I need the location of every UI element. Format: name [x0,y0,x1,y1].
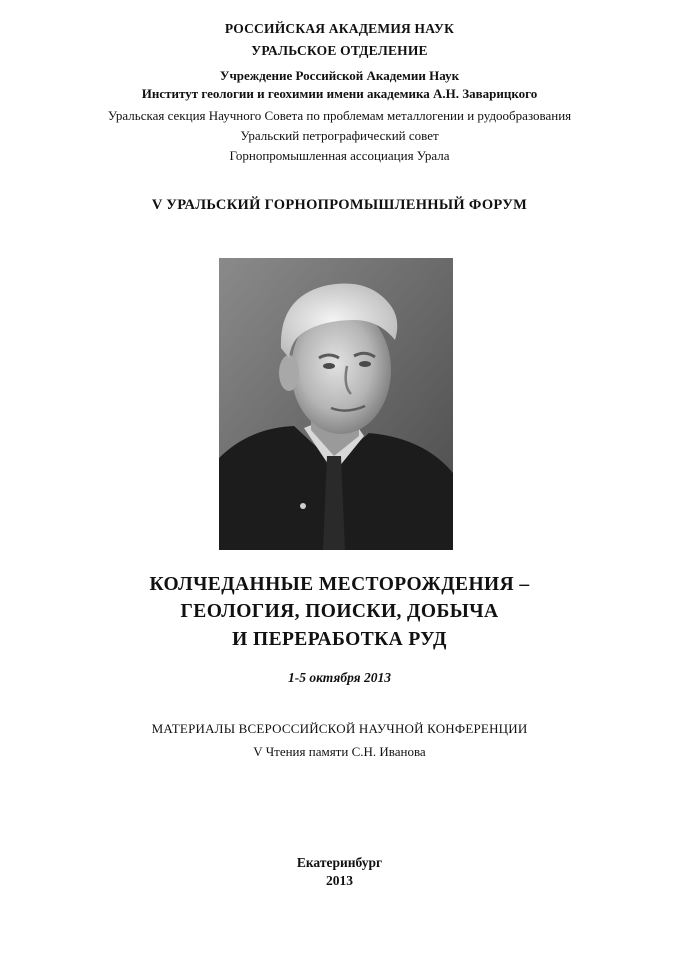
institution-name: Учреждение Российской Академии Наук [219,68,460,83]
forum-title: V УРАЛЬСКИЙ ГОРНОПРОМЫШЛЕННЫЙ ФОРУМ [151,197,528,213]
academy-name: РОССИЙСКАЯ АКАДЕМИЯ НАУК [224,21,455,36]
section-name: Уральская секция Научного Совета по проблемам металлогении и рудообразования [107,108,572,123]
council-name: Уральский петрографический совет [240,128,439,143]
association-name: Горнопромышленная ассоциация Урала [229,148,450,163]
main-title-line-3: И ПЕРЕРАБОТКА РУД [232,629,447,650]
institute-name: Институт геологии и геохимии имени академика А.Н. Заварицкого [141,86,538,101]
main-title-line-1: КОЛЧЕДАННЫЕ МЕСТОРОЖДЕНИЯ – [149,574,530,595]
main-title-line-2: ГЕОЛОГИЯ, ПОИСКИ, ДОБЫЧА [180,601,499,622]
materials-subtitle: МАТЕРИАЛЫ ВСЕРОССИЙСКОЙ НАУЧНОЙ КОНФЕРЕНЦИИ [151,721,528,736]
publication-year: 2013 [326,873,353,888]
conference-dates: 1-5 октября 2013 [287,670,392,685]
publication-city: Екатеринбург [296,855,383,870]
readings-subtitle: V Чтения памяти С.Н. Иванова [253,744,426,759]
portrait-photo [219,258,453,550]
branch-name: УРАЛЬСКОЕ ОТДЕЛЕНИЕ [251,43,428,58]
